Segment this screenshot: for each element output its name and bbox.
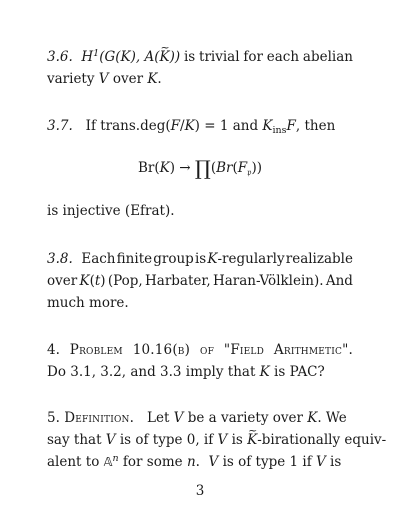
item-5-line-1: 5. Definition. Let V be a variety over K. We <box>47 410 347 426</box>
item-3-8-line-2 <box>47 272 353 290</box>
item-3-7-number: 3.7. <box>47 118 73 134</box>
item-3-8-line-1 <box>47 250 353 268</box>
word: is <box>183 49 196 65</box>
word: K-regularly <box>207 251 285 267</box>
item-3-7-after: is injective (Efrat). <box>47 203 175 219</box>
word: is <box>194 251 207 267</box>
word: (Pop, <box>107 273 143 289</box>
item-3-7-formula: $Br(K) \to \prod(Br(F_𝔭))$ <box>137 156 262 180</box>
word: "Field <box>223 342 265 358</box>
item-3-6-line-1 <box>47 48 353 66</box>
item-3-6-line-2: variety V over K. <box>47 71 162 87</box>
item-5-number: 5. <box>47 410 60 426</box>
item-3-6-lead: 3.6. $H^1(G(K)$, A(K ~)) <box>47 48 180 66</box>
item-3-7-line-1: 3.7. If trans.deg(F/K) = 1 and $K_{ins}F$, then <box>47 118 336 136</box>
word: realizable <box>285 251 353 267</box>
word: of <box>199 342 215 358</box>
item-3-6-number: 3.6. <box>47 49 73 65</box>
item-5-line-3: alent to 𝔸$^n$ for some n. V is of type 1 if V is <box>47 453 342 470</box>
item-3-8-line-3: much more. <box>47 295 129 311</box>
item-4-heading <box>47 341 353 359</box>
word: K(t) <box>79 273 106 289</box>
item-5-label: Definition. <box>64 410 135 426</box>
item-3-8-lead: 3.8. Each <box>47 251 116 267</box>
item-3-8-number: 3.8. <box>47 251 73 267</box>
word: for <box>243 49 263 65</box>
word: over <box>47 273 78 289</box>
word: Haran-Völklein). <box>212 273 324 289</box>
word: each <box>266 49 300 65</box>
word: Arithmetic". <box>273 342 353 358</box>
word: Problem <box>69 342 123 358</box>
item-5-line-2: say that V is of type 0, if V is K ~-birationally equiv- <box>47 431 353 449</box>
word: finite <box>116 251 153 267</box>
word: trivial <box>199 49 240 65</box>
word: Harbater, <box>145 273 211 289</box>
word: And <box>325 273 353 289</box>
word: 10.16(b) <box>132 342 191 358</box>
item-4-line-2: Do 3.1, 3.2, and 3.3 imply that K is PAC? <box>47 364 325 380</box>
page-number: 3 <box>195 483 205 499</box>
word: group <box>153 251 194 267</box>
item-4-number: 4. <box>47 342 60 358</box>
word: abelian <box>302 49 353 65</box>
